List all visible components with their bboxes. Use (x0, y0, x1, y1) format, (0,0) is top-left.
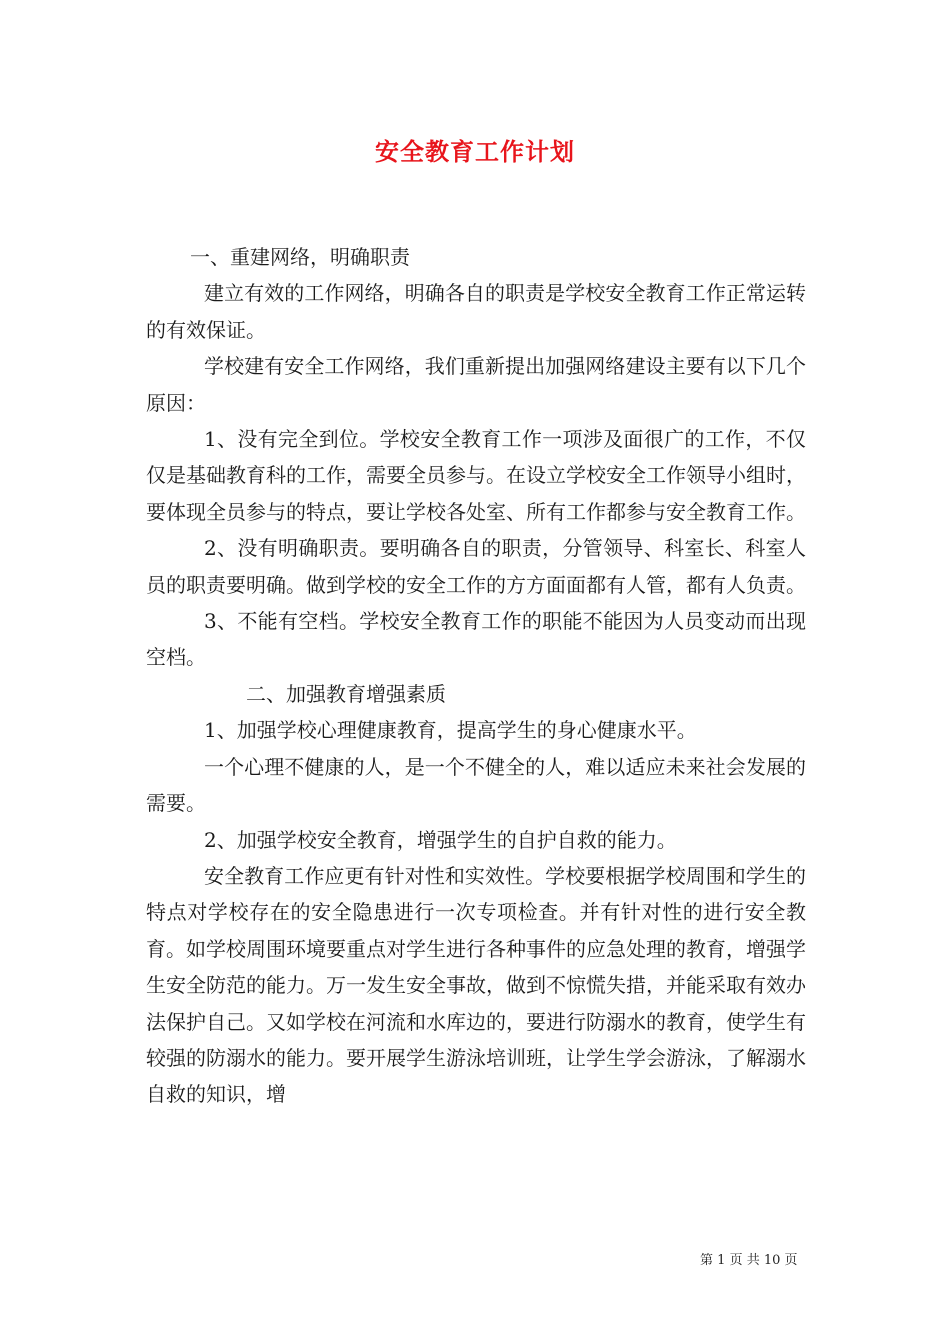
document-body (146, 239, 806, 1113)
current-page: 1 (717, 1253, 726, 1268)
section-heading-2: 二、加强教育增强素质 (246, 681, 446, 706)
paragraph: 安全教育工作应更有针对性和实效性。学校要根据学校周围和学生的特点对学校存在的安全隐患进行一次专项检查。并有针对性的进行安全教育。如学校周围环境要重点对学生进行各种事件的应急处理的教育，增强学生安全防范的能力。万一发生安全事故，做到不惊慌失措，并能采取有效办法保护自己。又如学校在河流和水库边的，要进行防溺水的教育，使学生有较强的防溺水的能力。要开展学生游泳培训班，让学生学会游泳，了解溺水自救的知识，增 (146, 863, 806, 1107)
paragraph: 2、没有明确职责。要明确各自的职责，分管领导、科室长、科室人员的职责要明确。做到学校的安全工作的方方面面都有人管，都有人负责。 (146, 536, 806, 597)
paragraph: 1、加强学校心理健康教育，提高学生的身心健康水平。 (204, 718, 697, 743)
page-number-footer (700, 1249, 798, 1268)
paragraph: 一个心理不健康的人，是一个不健全的人，难以适应未来社会发展的需要。 (146, 754, 806, 816)
page-suffix: 页 (784, 1253, 798, 1268)
paragraph: 2、加强学校安全教育，增强学生的自护自救的能力。 (204, 827, 677, 852)
section-heading-1: 一、重建网络，明确职责 (190, 245, 410, 269)
paragraph: 学校建有安全工作网络，我们重新提出加强网络建设主要有以下几个原因： (146, 354, 806, 415)
document-title: 安全教育工作计划 (375, 137, 575, 166)
page-middle: 页 共 (729, 1253, 760, 1268)
paragraph: 1、没有完全到位。学校安全教育工作一项涉及面很广的工作，不仅仅是基础教育科的工作，需要全员参与。在设立学校安全工作领导小组时，要体现全员参与的特点，要让学校各处室、所有工作都参与安全教育工作。 (146, 427, 806, 524)
page-prefix: 第 (700, 1253, 714, 1268)
paragraph: 3、不能有空档。学校安全教育工作的职能不能因为人员变动而出现空档。 (146, 609, 806, 670)
paragraph: 建立有效的工作网络，明确各自的职责是学校安全教育工作正常运转的有效保证。 (146, 281, 806, 342)
total-pages: 10 (763, 1253, 781, 1268)
